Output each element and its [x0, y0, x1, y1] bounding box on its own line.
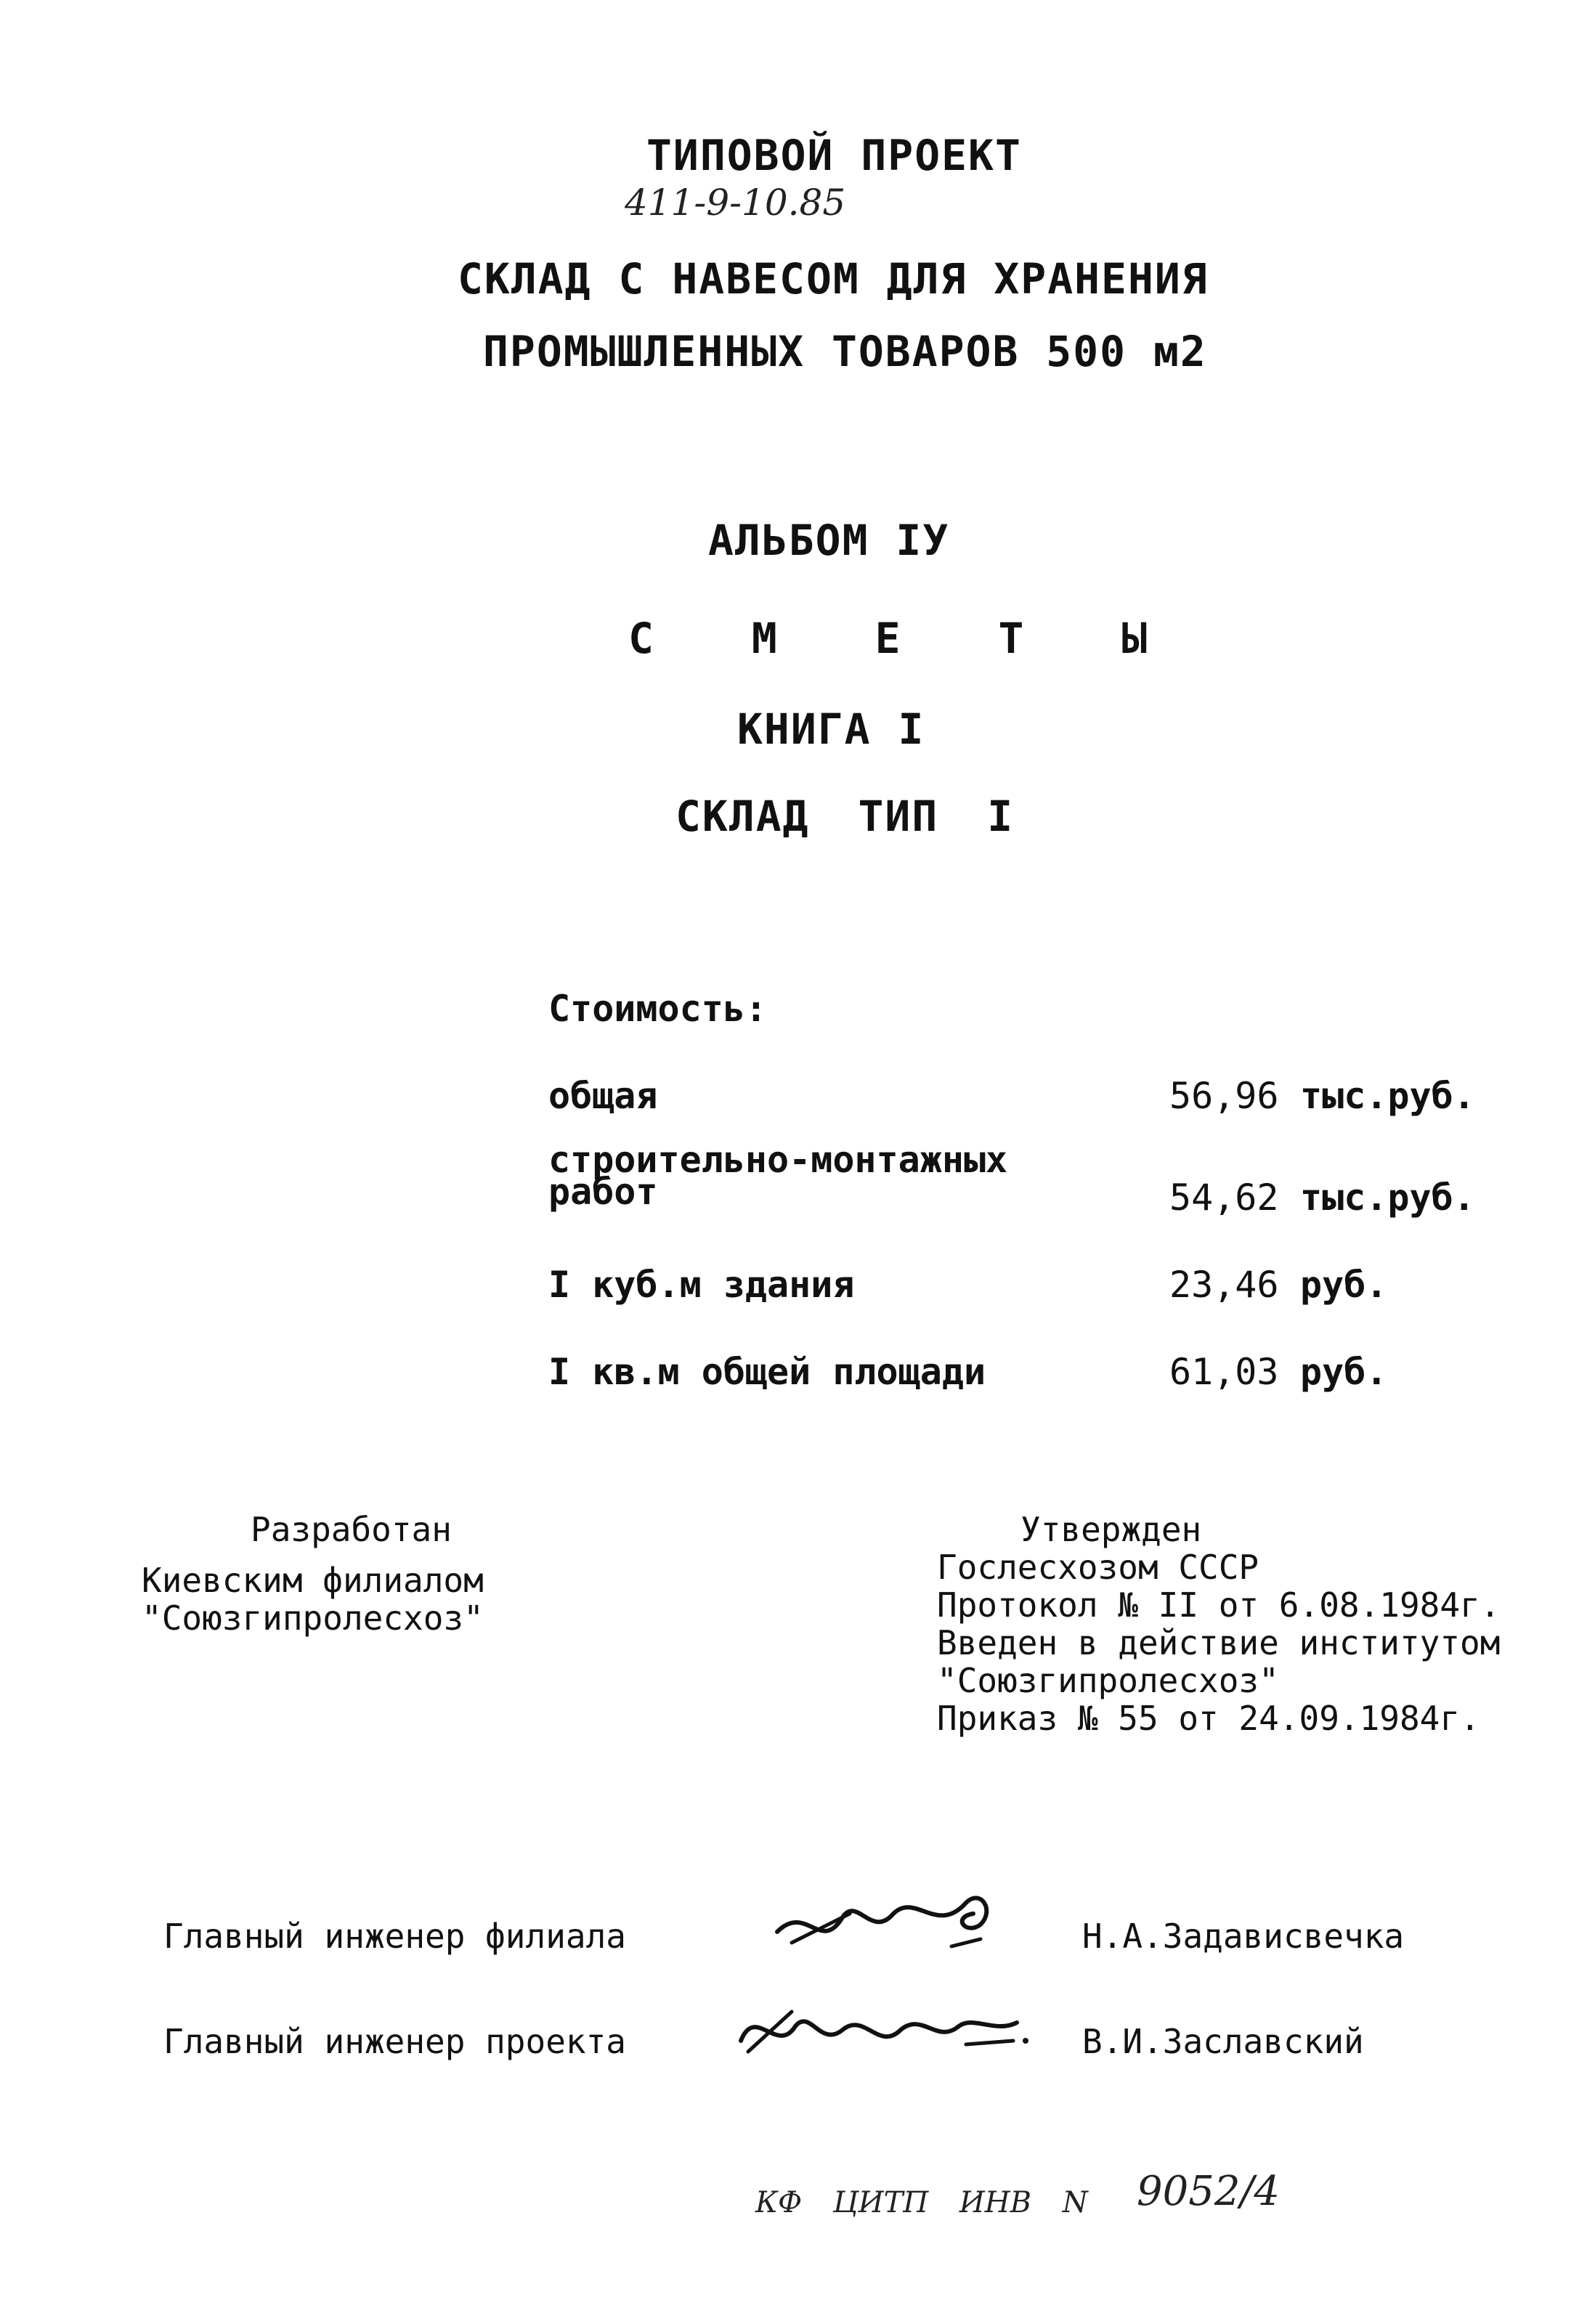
section-label: С М Е Т Ы: [628, 614, 1169, 663]
signature-role-project: Главный инженер проекта: [163, 2022, 626, 2061]
cost-value-cubic: 23,46: [1169, 1264, 1279, 1306]
developed-heading: Разработан: [251, 1510, 452, 1549]
cost-unit-construction: тыс.руб.: [1300, 1177, 1475, 1219]
cost-unit-square: руб.: [1300, 1351, 1388, 1393]
project-type: ТИПОВОЙ ПРОЕКТ: [646, 131, 1022, 180]
cost-unit-total: тыс.руб.: [1300, 1075, 1475, 1117]
cost-value-construction: 54,62: [1169, 1177, 1279, 1219]
footer-stamp: КФ ЦИТП ИНВ N: [755, 2186, 1088, 2219]
signature-role-branch: Главный инженер филиала: [163, 1917, 626, 1956]
building-label: СКЛАД ТИП I: [675, 792, 1015, 841]
book-label: КНИГА I: [737, 704, 925, 754]
cost-label-total: общая: [548, 1075, 658, 1117]
cost-value-total: 56,96: [1169, 1075, 1279, 1117]
title-line-2: ПРОМЫШЛЕННЫХ ТОВАРОВ 500 м2: [483, 327, 1207, 376]
signature-mark-project: [726, 1990, 1031, 2070]
cost-unit-cubic: руб.: [1300, 1264, 1388, 1306]
approved-line-1: Гослесхозом СССР: [937, 1548, 1259, 1587]
approved-line-4: "Союзгипролесхоз": [937, 1661, 1279, 1700]
cost-label-construction: строительно-монтажных работ: [548, 1139, 1008, 1213]
approved-line-3: Введен в действие институтом: [937, 1623, 1501, 1662]
cost-value-square: 61,03: [1169, 1351, 1279, 1393]
cost-heading: Стоимость:: [548, 988, 768, 1030]
approved-line-5: Приказ № 55 от 24.09.1984г.: [937, 1699, 1480, 1738]
approved-heading: Утвержден: [1020, 1510, 1202, 1549]
cost-label-cubic: I куб.м здания: [548, 1264, 855, 1306]
inventory-number: 9052/4: [1137, 2168, 1281, 2215]
signature-name-branch: Н.А.Задависвечка: [1082, 1917, 1405, 1956]
developed-line-2: "Союзгипролесхоз": [142, 1598, 484, 1638]
approved-line-2: Протокол № II от 6.08.1984г.: [937, 1585, 1501, 1625]
album-label: АЛЬБОМ IУ: [708, 516, 950, 565]
project-number: 411-9-10.85: [625, 182, 846, 224]
signature-name-project: В.И.Заславский: [1082, 2022, 1364, 2061]
cost-label-square: I кв.м общей площади: [548, 1351, 986, 1393]
signature-mark-branch: [763, 1874, 1010, 1968]
title-line-1: СКЛАД С НАВЕСОМ ДЛЯ ХРАНЕНИЯ: [458, 254, 1209, 304]
developed-line-1: Киевским филиалом: [142, 1561, 484, 1600]
